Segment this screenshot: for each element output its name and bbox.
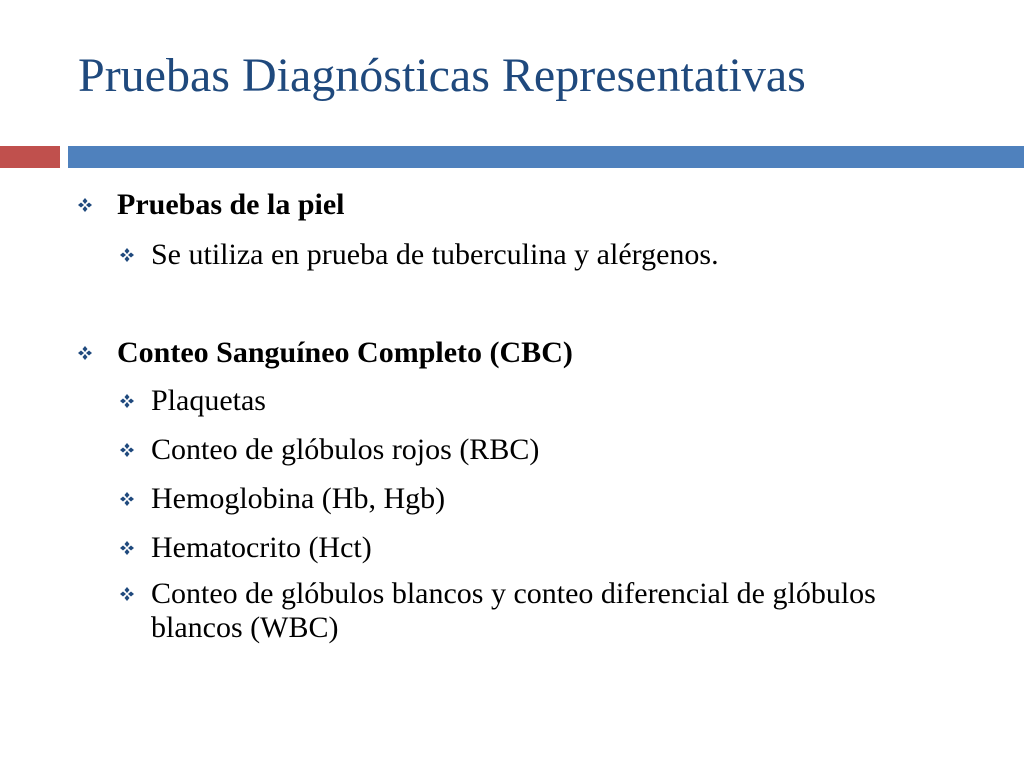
list-item-text: Conteo de glóbulos blancos y conteo diferencial de glóbulos blancos (WBC) <box>151 577 876 644</box>
section-heading <box>78 336 573 370</box>
four-diamond-bullet-icon <box>120 443 134 457</box>
list-item <box>120 384 266 418</box>
list-item <box>120 531 372 565</box>
list-item-text: Hematocrito (Hct) <box>151 531 372 564</box>
slide-title: Pruebas Diagnósticas Representativas <box>78 49 806 102</box>
list-item-text: Plaquetas <box>151 384 266 417</box>
list-item <box>120 482 445 516</box>
list-item <box>120 238 719 272</box>
four-diamond-bullet-icon <box>120 394 134 408</box>
four-diamond-bullet-icon <box>78 198 92 212</box>
section-heading-text: Conteo Sanguíneo Completo (CBC) <box>117 336 573 369</box>
list-item <box>120 433 539 467</box>
list-item-text: Conteo de glóbulos rojos (RBC) <box>151 433 540 466</box>
four-diamond-bullet-icon <box>120 587 134 601</box>
list-item-text: Se utiliza en prueba de tuberculina y alérgenos. <box>151 238 719 271</box>
section-heading <box>78 188 345 222</box>
four-diamond-bullet-icon <box>78 346 92 360</box>
section-heading-text: Pruebas de la piel <box>117 188 345 221</box>
four-diamond-bullet-icon <box>120 492 134 506</box>
list-item <box>120 577 931 645</box>
four-diamond-bullet-icon <box>120 248 134 262</box>
four-diamond-bullet-icon <box>120 541 134 555</box>
list-item-text: Hemoglobina (Hb, Hgb) <box>151 482 446 515</box>
